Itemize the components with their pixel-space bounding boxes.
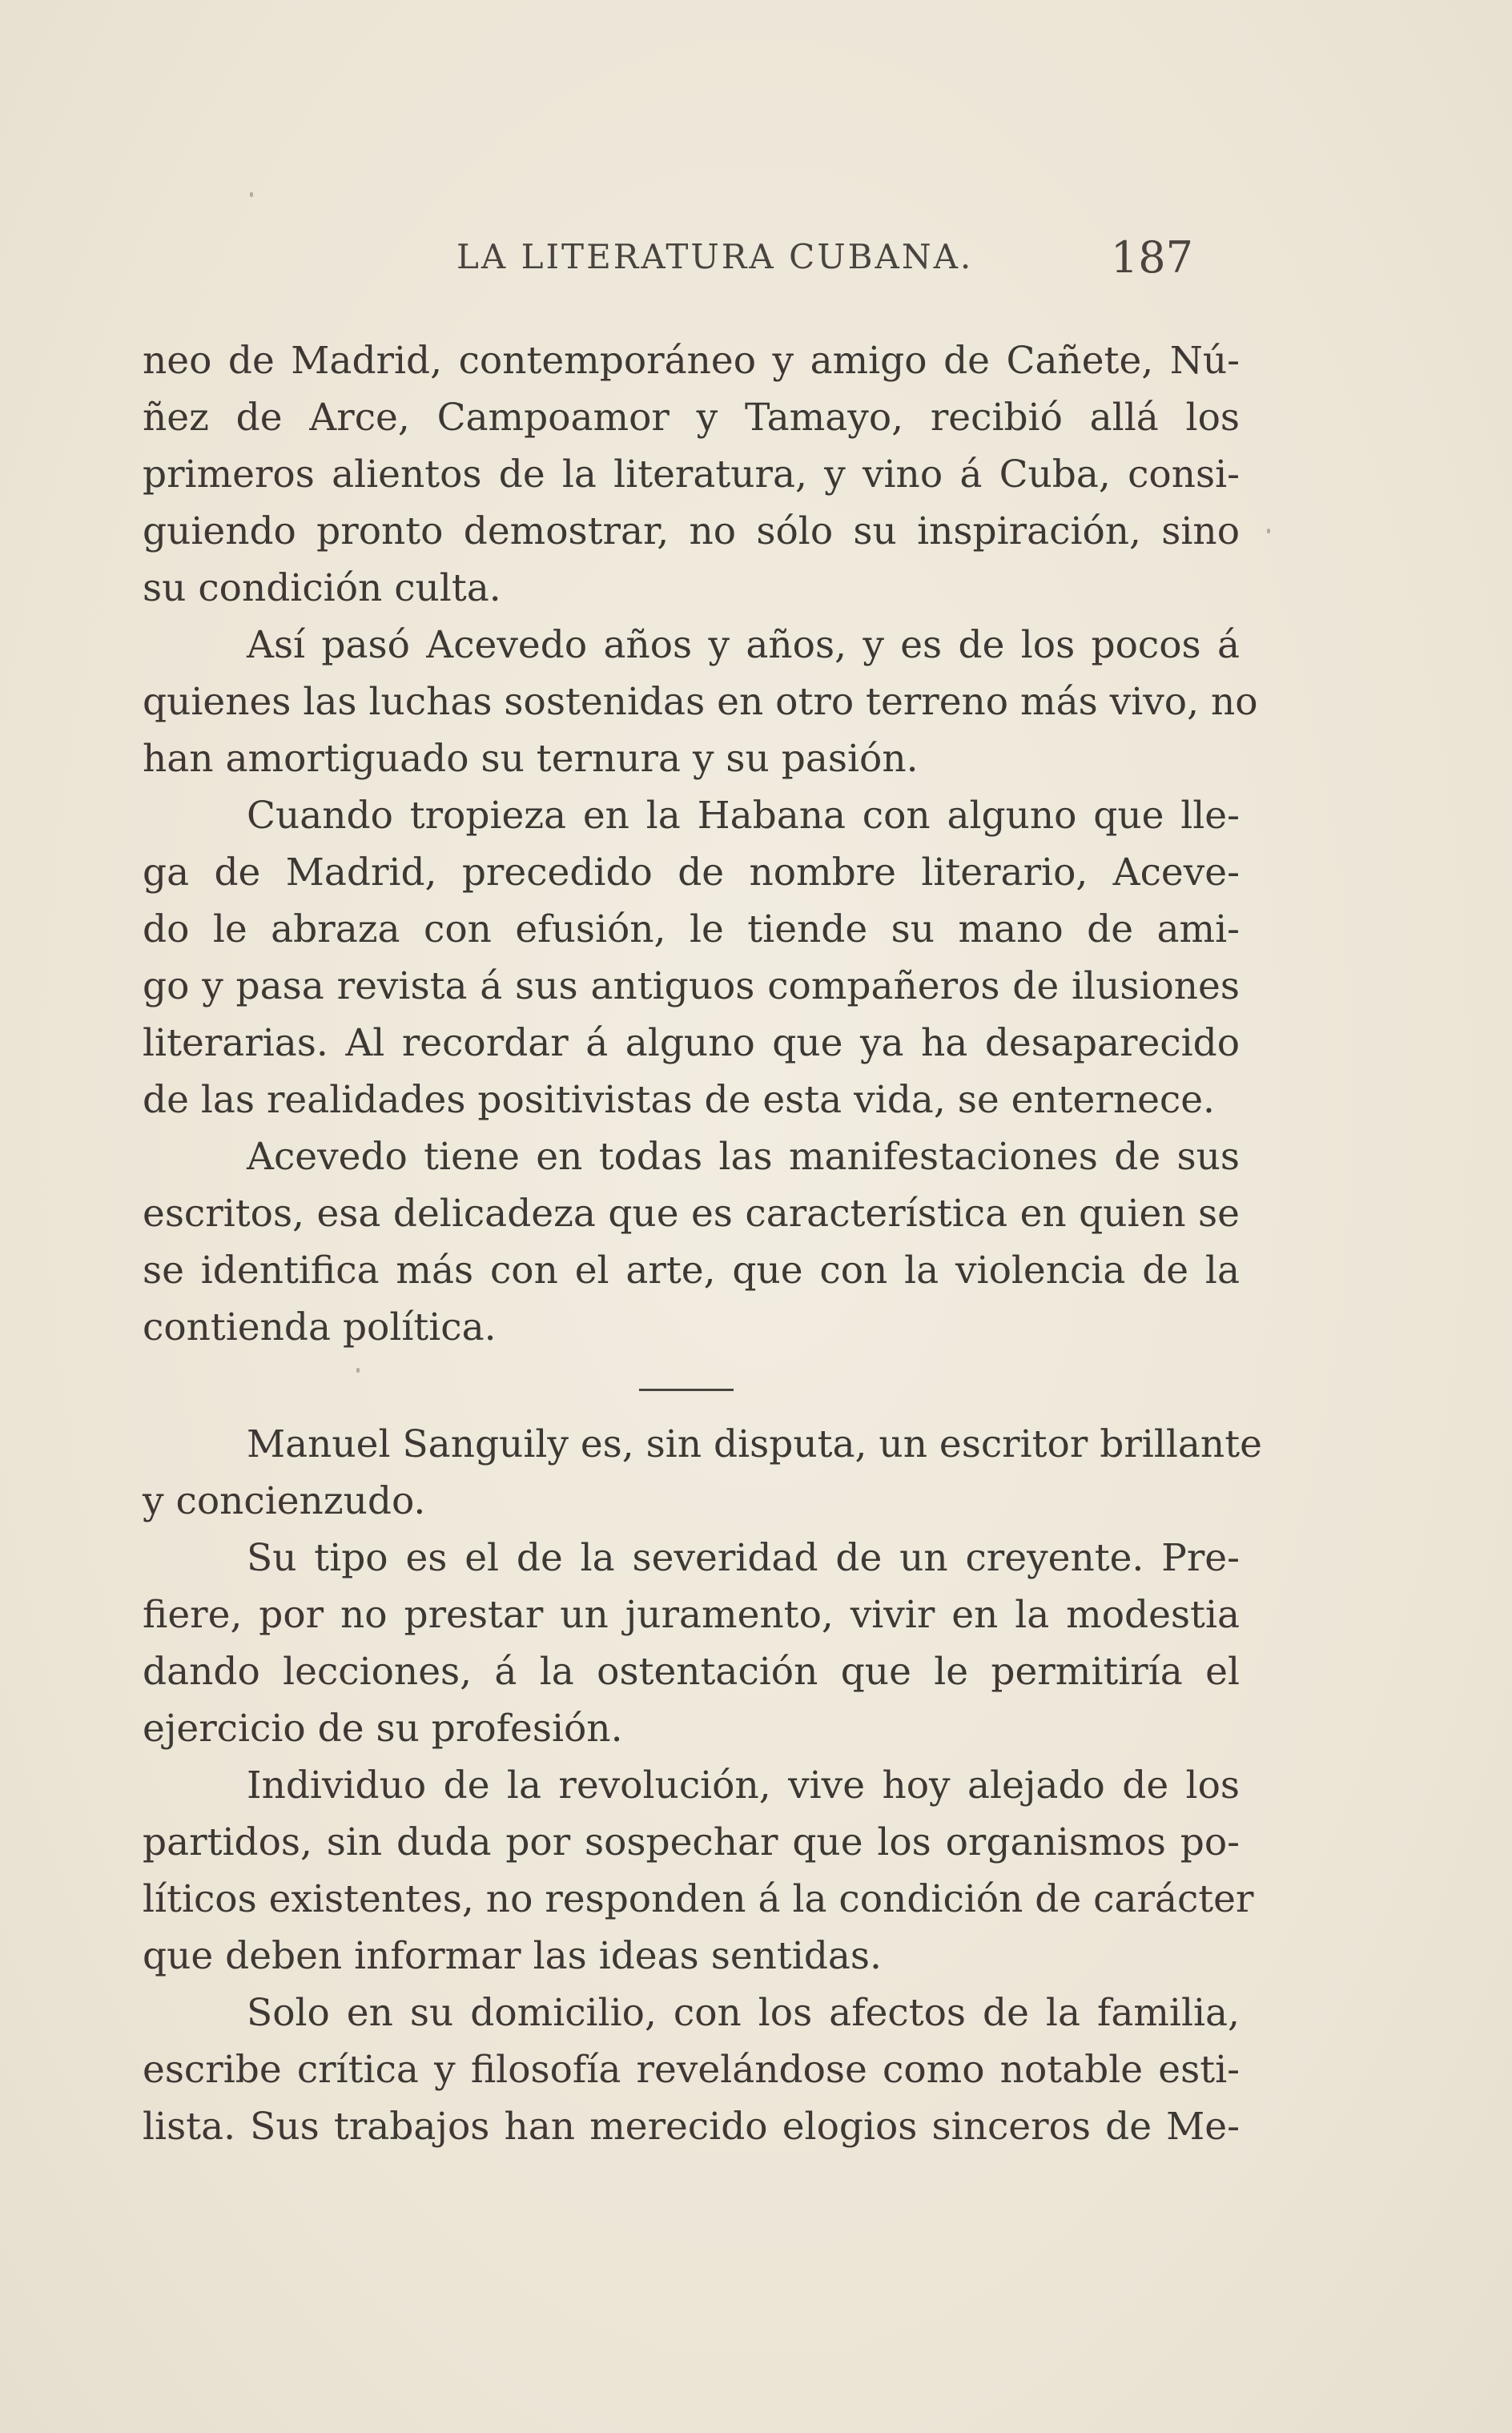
text-line: primeros alientos de la literatura, y vino á Cuba, consi- bbox=[143, 452, 1240, 497]
text-line: go y pasa revista á sus antiguos compañeros de ilusiones bbox=[143, 964, 1240, 1008]
text-line: escribe crítica y filosofía revelándose como notable esti- bbox=[143, 2048, 1240, 2092]
text-line: escritos, esa delicadeza que es característica en quien se bbox=[143, 1192, 1240, 1236]
text-block-acevedo bbox=[143, 332, 1258, 1356]
text-line: Solo en su domicilio, con los afectos de la familia, bbox=[247, 1991, 1240, 2035]
text-line: dando lecciones, á la ostentación que le permitiría el bbox=[143, 1650, 1240, 1694]
text-line: ejercicio de su profesión. bbox=[143, 1707, 623, 1751]
text-line: su condición culta. bbox=[143, 566, 501, 610]
text-line: Cuando tropieza en la Habana con alguno que lle- bbox=[247, 794, 1240, 838]
text-line: que deben informar las ideas sentidas. bbox=[143, 1934, 882, 1978]
text-line: literarias. Al recordar á alguno que ya ha desaparecido bbox=[143, 1021, 1240, 1065]
text-line: Acevedo tiene en todas las manifestaciones de sus bbox=[247, 1135, 1240, 1179]
text-line: se identifica más con el arte, que con la violencia de la bbox=[143, 1249, 1240, 1293]
text-line: neo de Madrid, contemporáneo y amigo de Cañete, Nú- bbox=[143, 339, 1240, 383]
text-line: fiere, por no prestar un juramento, vivir en la modestia bbox=[143, 1593, 1240, 1637]
text-block-sanguily bbox=[143, 1416, 1262, 2155]
text-line: Individuo de la revolución, vive hoy alejado de los bbox=[247, 1763, 1240, 1808]
text-line: han amortiguado su ternura y su pasión. bbox=[143, 737, 919, 781]
text-line: quienes las luchas sostenidas en otro terreno más vivo, no bbox=[143, 680, 1258, 724]
text-line: ñez de Arce, Campoamor y Tamayo, recibió allá los bbox=[143, 396, 1240, 440]
text-line: Así pasó Acevedo años y años, y es de los pocos á bbox=[247, 623, 1240, 667]
text-line: do le abraza con efusión, le tiende su mano de ami- bbox=[143, 907, 1240, 951]
text-line: ga de Madrid, precedido de nombre literario, Aceve- bbox=[143, 851, 1240, 895]
text-line: lista. Sus trabajos han merecido elogios sinceros de Me- bbox=[143, 2105, 1240, 2149]
page-header bbox=[456, 232, 1193, 285]
text-line: partidos, sin duda por sospechar que los organismos po- bbox=[143, 1820, 1240, 1864]
section-divider bbox=[639, 1389, 734, 1391]
text-line: Manuel Sanguily es, sin disputa, un escritor brillante bbox=[247, 1422, 1262, 1466]
page-number: 187 bbox=[1110, 232, 1193, 283]
paper-speck bbox=[356, 1368, 360, 1373]
paper-speck bbox=[1267, 529, 1270, 533]
text-line: líticos existentes, no responden á la condición de carácter bbox=[143, 1877, 1254, 1921]
text-line: contienda política. bbox=[143, 1305, 497, 1349]
text-line: y concienzudo. bbox=[143, 1479, 426, 1523]
text-line: Su tipo es el de la severidad de un creyente. Pre- bbox=[247, 1536, 1240, 1580]
running-title: LA LITERATURA CUBANA. bbox=[456, 237, 974, 276]
text-line: de las realidades positivistas de esta vida, se enternece. bbox=[143, 1078, 1215, 1122]
text-line: guiendo pronto demostrar, no sólo su inspiración, sino bbox=[143, 509, 1240, 553]
paper-speck bbox=[250, 192, 253, 197]
